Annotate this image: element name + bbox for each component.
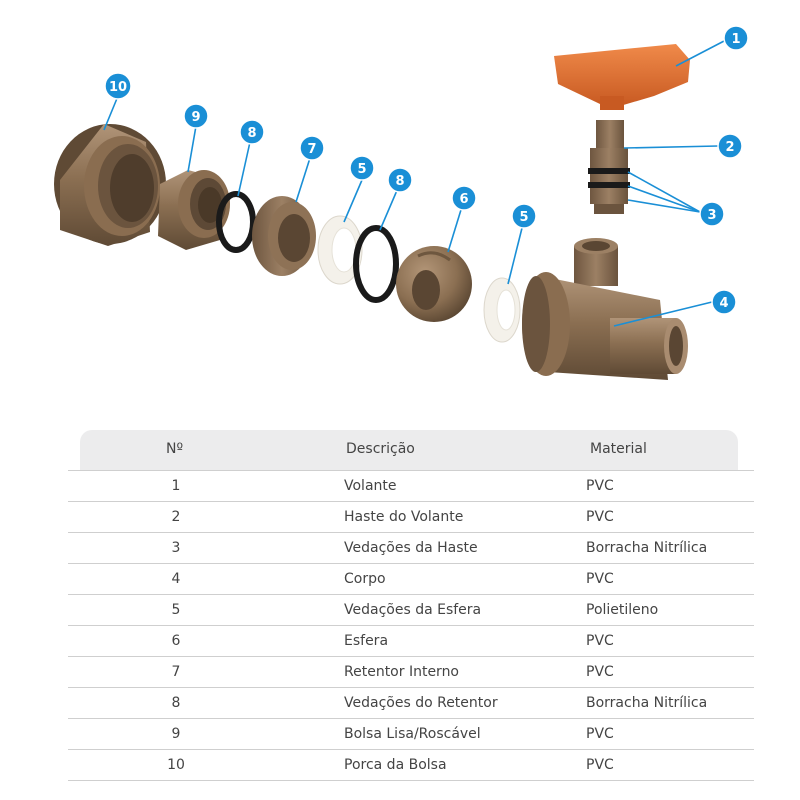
part-3-stem-seal-1 xyxy=(588,168,630,174)
callout-badge-2 xyxy=(718,134,742,158)
cell-description: Bolsa Lisa/Roscável xyxy=(344,726,481,742)
table-row xyxy=(68,719,754,750)
callout-badge-9 xyxy=(184,104,208,128)
cell-material: PVC xyxy=(586,633,614,649)
cell-no: 3 xyxy=(171,540,181,556)
cell-no: 10 xyxy=(167,757,185,773)
callout-badge-5-left xyxy=(350,156,374,180)
callout-badge-8-left xyxy=(240,120,264,144)
part-10-nut xyxy=(54,124,166,246)
header-description: Descrição xyxy=(346,441,415,457)
part-6-ball xyxy=(396,246,472,322)
cell-material: PVC xyxy=(586,757,614,773)
parts-table xyxy=(68,430,754,781)
svg-text:3: 3 xyxy=(707,208,717,223)
cell-description: Retentor Interno xyxy=(344,664,460,680)
cell-material: PVC xyxy=(586,571,614,587)
cell-description: Esfera xyxy=(344,633,389,649)
header-no: Nº xyxy=(166,441,184,457)
svg-text:9: 9 xyxy=(191,110,201,125)
table-body xyxy=(68,470,754,781)
cell-no: 2 xyxy=(171,509,181,525)
cell-material: Borracha Nitrílica xyxy=(586,695,708,711)
cell-description: Vedações do Retentor xyxy=(344,695,498,711)
table-row xyxy=(68,470,754,502)
svg-text:5: 5 xyxy=(357,162,367,177)
cell-no: 7 xyxy=(171,664,181,680)
svg-text:10: 10 xyxy=(108,80,128,95)
part-2-stem xyxy=(588,120,630,214)
cell-material: Polietileno xyxy=(586,602,659,618)
table-header xyxy=(80,430,738,470)
cell-no: 6 xyxy=(171,633,181,649)
table-row xyxy=(68,657,754,688)
part-5-seal-right xyxy=(484,278,520,342)
part-3-stem-seal-2 xyxy=(588,182,630,188)
callout-badge-7 xyxy=(300,136,324,160)
cell-material: PVC xyxy=(586,478,614,494)
part-4-body xyxy=(522,238,688,380)
callout-badge-8-right xyxy=(388,168,412,192)
svg-text:1: 1 xyxy=(731,32,741,47)
cell-material: PVC xyxy=(586,509,614,525)
callout-badge-3 xyxy=(700,202,724,226)
cell-no: 4 xyxy=(171,571,181,587)
callout-badge-10 xyxy=(105,73,131,99)
cell-description: Corpo xyxy=(344,571,386,587)
table-row xyxy=(68,626,754,657)
svg-text:8: 8 xyxy=(395,174,405,189)
table-row xyxy=(68,533,754,564)
cell-description: Porca da Bolsa xyxy=(344,757,447,773)
table-row xyxy=(68,688,754,719)
cell-material: PVC xyxy=(586,664,614,680)
svg-text:2: 2 xyxy=(725,140,735,155)
cell-material: Borracha Nitrílica xyxy=(586,540,708,556)
cell-no: 5 xyxy=(171,602,181,618)
cell-no: 1 xyxy=(171,478,181,494)
svg-text:4: 4 xyxy=(719,296,729,311)
svg-text:5: 5 xyxy=(519,210,529,225)
part-7-retainer xyxy=(252,196,316,276)
cell-no: 9 xyxy=(171,726,181,742)
svg-text:8: 8 xyxy=(247,126,257,141)
table-row xyxy=(68,595,754,626)
part-1-handle xyxy=(554,44,690,110)
cell-description: Vedações da Esfera xyxy=(344,602,482,618)
part-8-oring-right xyxy=(356,228,396,300)
cell-material: PVC xyxy=(586,726,614,742)
callout-badge-5-right xyxy=(512,204,536,228)
header-material: Material xyxy=(590,441,647,457)
table-row xyxy=(68,502,754,533)
cell-description: Haste do Volante xyxy=(344,509,464,525)
table-row xyxy=(68,564,754,595)
callout-badge-1 xyxy=(724,26,748,50)
cell-description: Volante xyxy=(344,478,397,494)
table-row xyxy=(68,750,754,781)
cell-description: Vedações da Haste xyxy=(344,540,478,556)
callout-badge-4 xyxy=(712,290,736,314)
svg-text:7: 7 xyxy=(307,142,317,157)
cell-no: 8 xyxy=(171,695,181,711)
svg-text:6: 6 xyxy=(459,192,469,207)
callout-badge-6 xyxy=(452,186,476,210)
